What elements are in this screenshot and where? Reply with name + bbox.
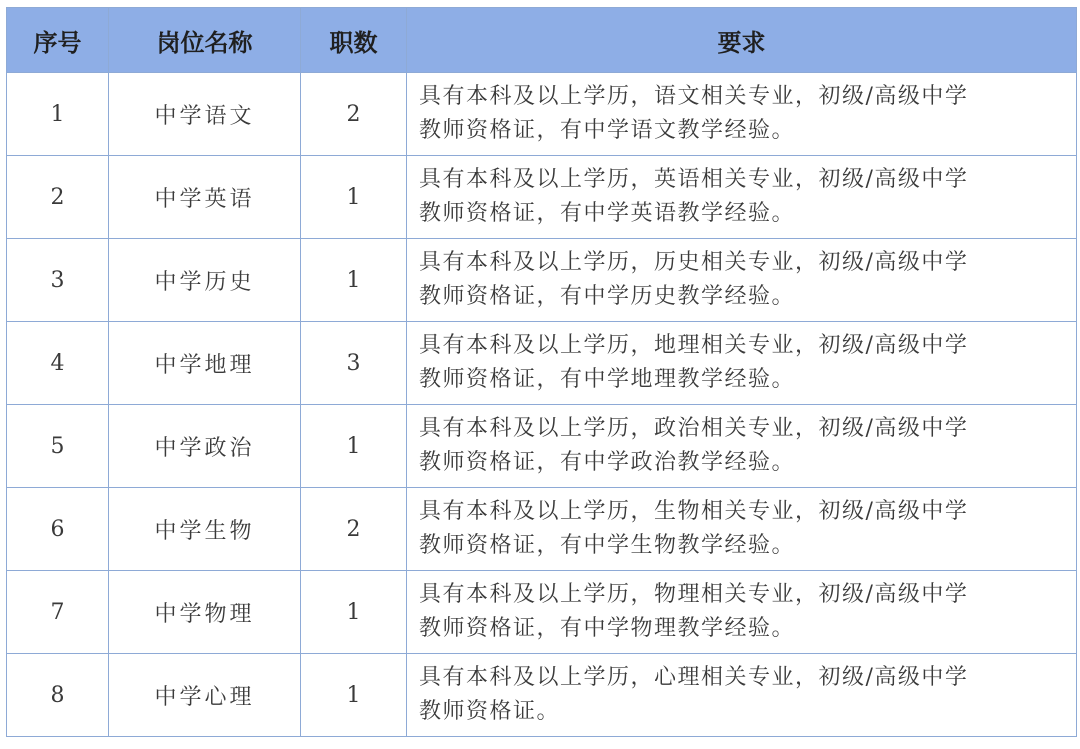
header-serial-number: 序号	[7, 8, 109, 73]
cell-serial-number: 7	[7, 571, 109, 654]
table-row	[7, 654, 1077, 737]
cell-serial-number: 1	[7, 73, 109, 156]
requirements-line-2: 教师资格证，有中学语文教学经验。	[419, 118, 796, 143]
table-row	[7, 73, 1077, 156]
cell-headcount: 1	[301, 239, 407, 322]
requirements-line-1: 具有本科及以上学历，历史相关专业，初级/高级中学	[419, 250, 969, 275]
requirements-line-2: 教师资格证，有中学政治教学经验。	[419, 450, 796, 475]
table-header	[7, 8, 1077, 73]
table-row	[7, 322, 1077, 405]
cell-position-name: 中学政治	[109, 405, 301, 488]
requirements-line-2: 教师资格证，有中学历史教学经验。	[419, 284, 796, 309]
cell-requirements	[407, 488, 1077, 571]
cell-position-name: 中学语文	[109, 73, 301, 156]
cell-position-name: 中学生物	[109, 488, 301, 571]
cell-serial-number: 6	[7, 488, 109, 571]
header-headcount: 职数	[301, 8, 407, 73]
cell-headcount: 1	[301, 156, 407, 239]
header-row	[7, 8, 1077, 73]
cell-serial-number: 8	[7, 654, 109, 737]
requirements-line-2: 教师资格证，有中学地理教学经验。	[419, 367, 796, 392]
cell-requirements	[407, 73, 1077, 156]
cell-requirements	[407, 239, 1077, 322]
requirements-line-2: 教师资格证。	[419, 699, 561, 724]
table-row	[7, 405, 1077, 488]
cell-headcount: 2	[301, 73, 407, 156]
cell-serial-number: 3	[7, 239, 109, 322]
cell-requirements	[407, 156, 1077, 239]
cell-position-name: 中学物理	[109, 571, 301, 654]
requirements-line-2: 教师资格证，有中学英语教学经验。	[419, 201, 796, 226]
requirements-line-1: 具有本科及以上学历，生物相关专业，初级/高级中学	[419, 499, 969, 524]
cell-requirements	[407, 571, 1077, 654]
requirements-line-1: 具有本科及以上学历，英语相关专业，初级/高级中学	[419, 167, 969, 192]
table-row	[7, 239, 1077, 322]
requirements-line-1: 具有本科及以上学历，政治相关专业，初级/高级中学	[419, 416, 969, 441]
requirements-line-1: 具有本科及以上学历，物理相关专业，初级/高级中学	[419, 582, 969, 607]
recruitment-table	[6, 7, 1077, 737]
table-body	[7, 73, 1077, 737]
cell-headcount: 1	[301, 571, 407, 654]
header-requirements: 要求	[407, 8, 1077, 73]
requirements-line-2: 教师资格证，有中学物理教学经验。	[419, 616, 796, 641]
cell-serial-number: 2	[7, 156, 109, 239]
requirements-line-1: 具有本科及以上学历，地理相关专业，初级/高级中学	[419, 333, 969, 358]
cell-requirements	[407, 405, 1077, 488]
cell-headcount: 2	[301, 488, 407, 571]
header-position-name: 岗位名称	[109, 8, 301, 73]
cell-headcount: 1	[301, 654, 407, 737]
requirements-line-2: 教师资格证，有中学生物教学经验。	[419, 533, 796, 558]
cell-position-name: 中学心理	[109, 654, 301, 737]
cell-serial-number: 4	[7, 322, 109, 405]
table-row	[7, 156, 1077, 239]
cell-position-name: 中学英语	[109, 156, 301, 239]
cell-headcount: 1	[301, 405, 407, 488]
cell-position-name: 中学历史	[109, 239, 301, 322]
requirements-line-1: 具有本科及以上学历，心理相关专业，初级/高级中学	[419, 665, 969, 690]
table-row	[7, 571, 1077, 654]
requirements-line-1: 具有本科及以上学历，语文相关专业，初级/高级中学	[419, 84, 969, 109]
cell-headcount: 3	[301, 322, 407, 405]
cell-requirements	[407, 322, 1077, 405]
cell-requirements	[407, 654, 1077, 737]
table-row	[7, 488, 1077, 571]
cell-serial-number: 5	[7, 405, 109, 488]
cell-position-name: 中学地理	[109, 322, 301, 405]
